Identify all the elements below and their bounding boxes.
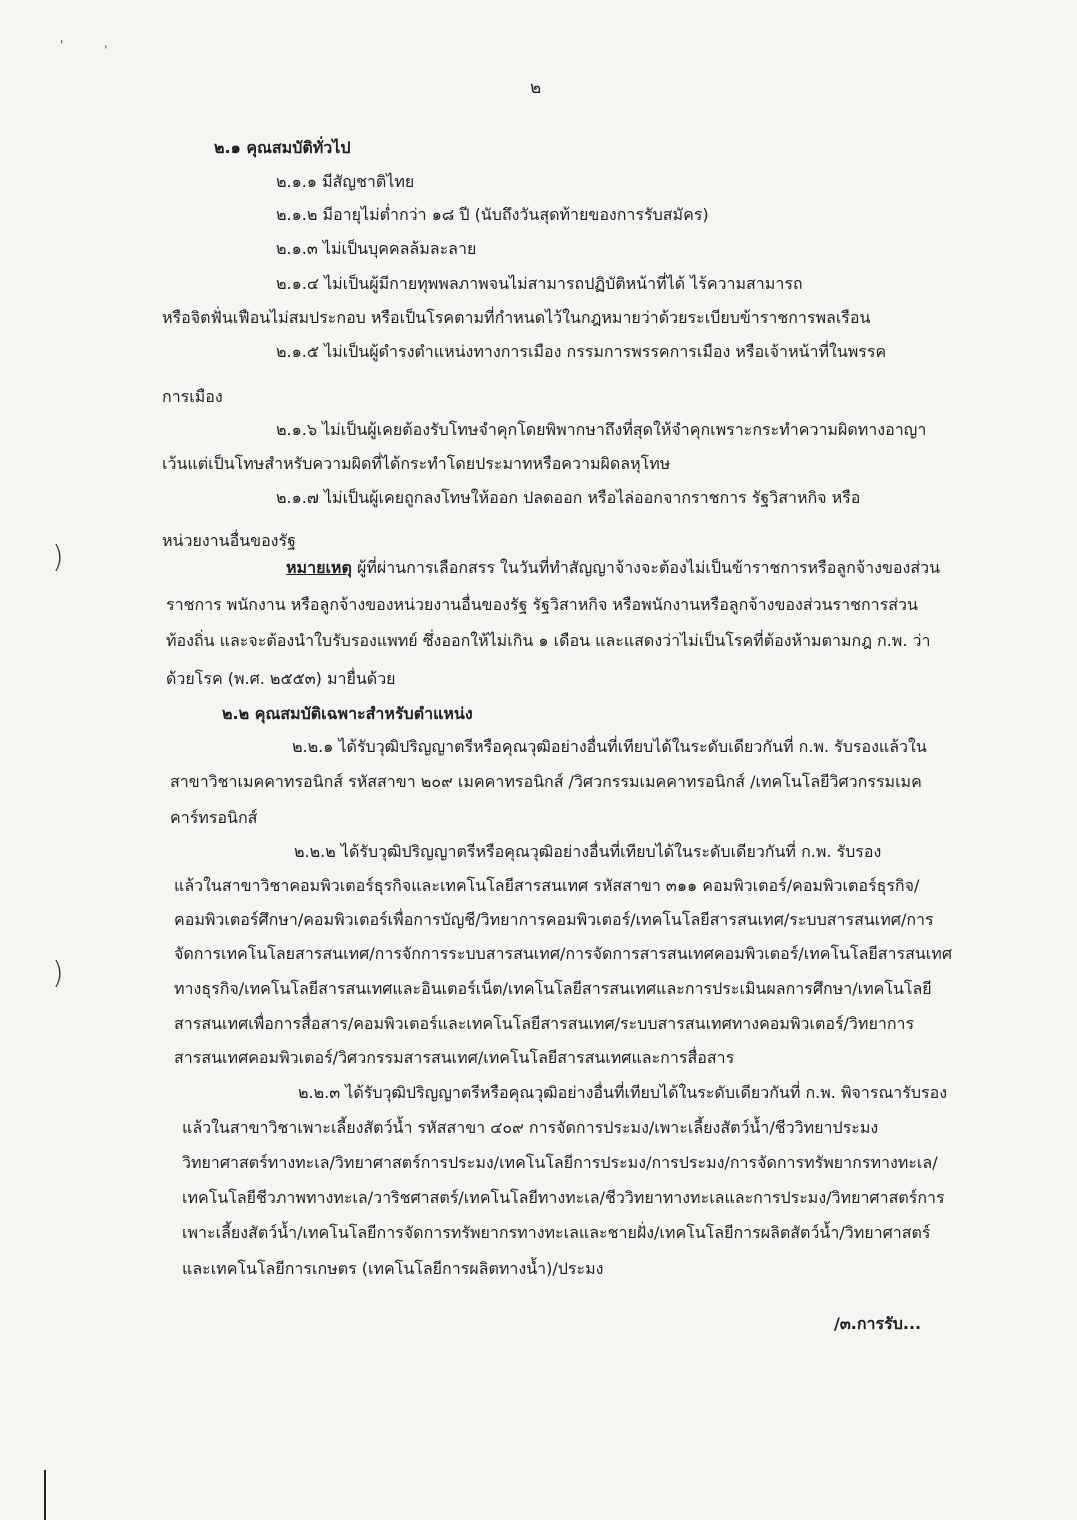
continuation-footer: /๓.การรับ... <box>834 1314 922 1333</box>
item-2-2-2-cont-1: แล้วในสาขาวิชาคอมพิวเตอร์ธุรกิจและเทคโนโลยีสารสนเทศ รหัสสาขา ๓๑๑ คอมพิวเตอร์/คอมพิวเตอร์ธุรกิจ/ <box>174 876 920 895</box>
item-2-2-1-cont-1: สาขาวิชาเมคคาทรอนิกส์ รหัสสาขา ๒๐๙ เมคคาทรอนิกส์ /วิศวกรรมเมคคาทรอนิกส์ /เทคโนโลยีวิศวกรรมเมค <box>170 772 922 791</box>
item-2-2-2: ๒.๒.๒ ได้รับวุฒิปริญญาตรีหรือคุณวุฒิอย่างอื่นที่เทียบได้ในระดับเดียวกันที่ ก.พ. รับรอง <box>294 842 882 861</box>
item-2-1-4: ๒.๑.๔ ไม่เป็นผู้มีกายทุพพลภาพจนไม่สามารถปฏิบัติหน้าที่ได้ ไร้ความสามารถ <box>276 274 803 293</box>
item-2-2-3-cont-1: แล้วในสาขาวิชาเพาะเลี้ยงสัตว์น้ำ รหัสสาขา ๔๐๙ การจัดการประมง/เพาะเลี้ยงสัตว์น้ำ/ชีววิทยาประมง <box>182 1118 879 1137</box>
item-2-1-2: ๒.๑.๒ มีอายุไม่ต่ำกว่า ๑๘ ปี (นับถึงวันสุดท้ายของการรับสมัคร) <box>276 205 709 224</box>
section-heading-2-2: ๒.๒ คุณสมบัติเฉพาะสำหรับตำแหน่ง <box>222 704 473 723</box>
item-2-1-6-cont: เว้นแต่เป็นโทษสำหรับความผิดที่ได้กระทำโดยประมาทหรือความผิดลหุโทษ <box>162 454 671 473</box>
page-number: ๒ <box>530 78 542 98</box>
item-2-1-4-cont: หรือจิตฟั่นเฟือนไม่สมประกอบ หรือเป็นโรคตามที่กำหนดไว้ในกฎหมายว่าด้วยระเบียบข้าราชการพลเรือน <box>162 308 871 327</box>
item-2-1-3: ๒.๑.๓ ไม่เป็นบุคคลล้มละลาย <box>276 239 477 258</box>
note-line-2: ราชการ พนักงาน หรือลูกจ้างของหน่วยงานอื่นของรัฐ รัฐวิสาหกิจ หรือพนักงานหรือลูกจ้างของส่วนราชการส่วน <box>166 595 918 614</box>
item-2-2-2-cont-6: สารสนเทศคอมพิวเตอร์/วิศวกรรมสารสนเทศ/เทคโนโลยีสารสนเทศและการสื่อสาร <box>174 1048 735 1067</box>
scan-speck: ' <box>60 38 64 52</box>
section-heading-2-1: ๒.๑ คุณสมบัติทั่วไป <box>214 138 351 157</box>
item-2-2-1-cont-2: คาร์ทรอนิกส์ <box>170 808 258 827</box>
scan-paren-mark: ) <box>52 956 64 991</box>
item-2-2-3-cont-2: วิทยาศาสตร์ทางทะเล/วิทยาศาสตร์การประมง/เทคโนโลยีการประมง/การประมง/การจัดการทรัพยากรทางทะเล/ <box>182 1153 938 1172</box>
item-2-1-5-cont: การเมือง <box>162 387 223 406</box>
item-2-2-2-cont-3: จัดการเทคโนโลยสารสนเทศ/การจักการระบบสารสนเทศ/การจัดการสารสนเทศคอมพิวเตอร์/เทคโนโลยีสารสนเทศ <box>174 944 952 963</box>
item-2-1-5: ๒.๑.๕ ไม่เป็นผู้ดำรงตำแหน่งทางการเมือง กรรมการพรรคการเมือง หรือเจ้าหน้าที่ในพรรค <box>276 342 887 361</box>
item-2-2-2-cont-5: สารสนเทศเพื่อการสื่อสาร/คอมพิวเตอร์และเทคโนโลยีสารสนเทศ/ระบบสารสนเทศทางคอมพิวเตอร์/วิทยาการ <box>174 1014 915 1033</box>
note-label: หมายเหตุ <box>286 558 352 577</box>
item-2-2-2-cont-2: คอมพิวเตอร์ศึกษา/คอมพิวเตอร์เพื่อการบัญชี/วิทยาการคอมพิวเตอร์/เทคโนโลยีสารสนเทศ/ระบบสารสนเทศ/การ <box>174 910 934 929</box>
item-2-2-2-cont-4: ทางธุรกิจ/เทคโนโลยีสารสนเทศและอินเตอร์เน็ต/เทคโนโลยีสารสนเทศและการประเมินผลการศึกษา/เทคโนโลยี <box>174 979 932 998</box>
item-2-2-3-cont-4: เพาะเลี้ยงสัตว์น้ำ/เทคโนโลยีการจัดการทรัพยากรทางทะเลและชายฝั่ง/เทคโนโลยีการผลิตสัตว์น้ำ/วิทยาศาสตร์ <box>182 1223 931 1242</box>
item-2-2-1: ๒.๒.๑ ได้รับวุฒิปริญญาตรีหรือคุณวุฒิอย่างอื่นที่เทียบได้ในระดับเดียวกันที่ ก.พ. รับรองแล้วใน <box>292 737 927 756</box>
scan-paren-mark: ) <box>52 540 64 575</box>
scan-speck: , <box>104 36 108 50</box>
note-text-1: ผู้ที่ผ่านการเลือกสรร ในวันที่ทำสัญญาจ้างจะต้องไม่เป็นข้าราชการหรือลูกจ้างของส่วน <box>356 558 941 577</box>
note-line-3: ท้องถิ่น และจะต้องนำใบรับรองแพทย์ ซึ่งออกให้ไม่เกิน ๑ เดือน และแสดงว่าไม่เป็นโรคที่ต้องห้ามตามกฎ ก.พ. ว่า <box>166 631 931 650</box>
item-2-1-7: ๒.๑.๗ ไม่เป็นผู้เคยถูกลงโทษให้ออก ปลดออก หรือไล่ออกจากราชการ รัฐวิสาหกิจ หรือ <box>276 488 861 507</box>
item-2-1-6: ๒.๑.๖ ไม่เป็นผู้เคยต้องรับโทษจำคุกโดยพิพากษาถึงที่สุดให้จำคุกเพราะกระทำความผิดทางอาญา <box>276 420 927 439</box>
note-line-4: ด้วยโรค (พ.ศ. ๒๕๕๓) มายื่นด้วย <box>166 669 396 688</box>
item-2-2-3: ๒.๒.๓ ได้รับวุฒิปริญญาตรีหรือคุณวุฒิอย่างอื่นที่เทียบได้ในระดับเดียวกันที่ ก.พ. พิจารณารับรอง <box>298 1083 948 1102</box>
note-line-1 <box>286 557 940 579</box>
item-2-1-1: ๒.๑.๑ มีสัญชาติไทย <box>276 172 415 191</box>
item-2-2-3-cont-5: และเทคโนโลยีการเกษตร (เทคโนโลยีการผลิตทางน้ำ)/ประมง <box>182 1259 604 1278</box>
scan-edge-line <box>44 1470 46 1520</box>
item-2-1-7-cont: หน่วยงานอื่นของรัฐ <box>162 531 296 550</box>
item-2-2-3-cont-3: เทคโนโลยีชีวภาพทางทะเล/วาริชศาสตร์/เทคโนโลยีทางทะเล/ชีววิทยาทางทะเลและการประมง/วิทยาศาสตร์การ <box>182 1188 945 1207</box>
